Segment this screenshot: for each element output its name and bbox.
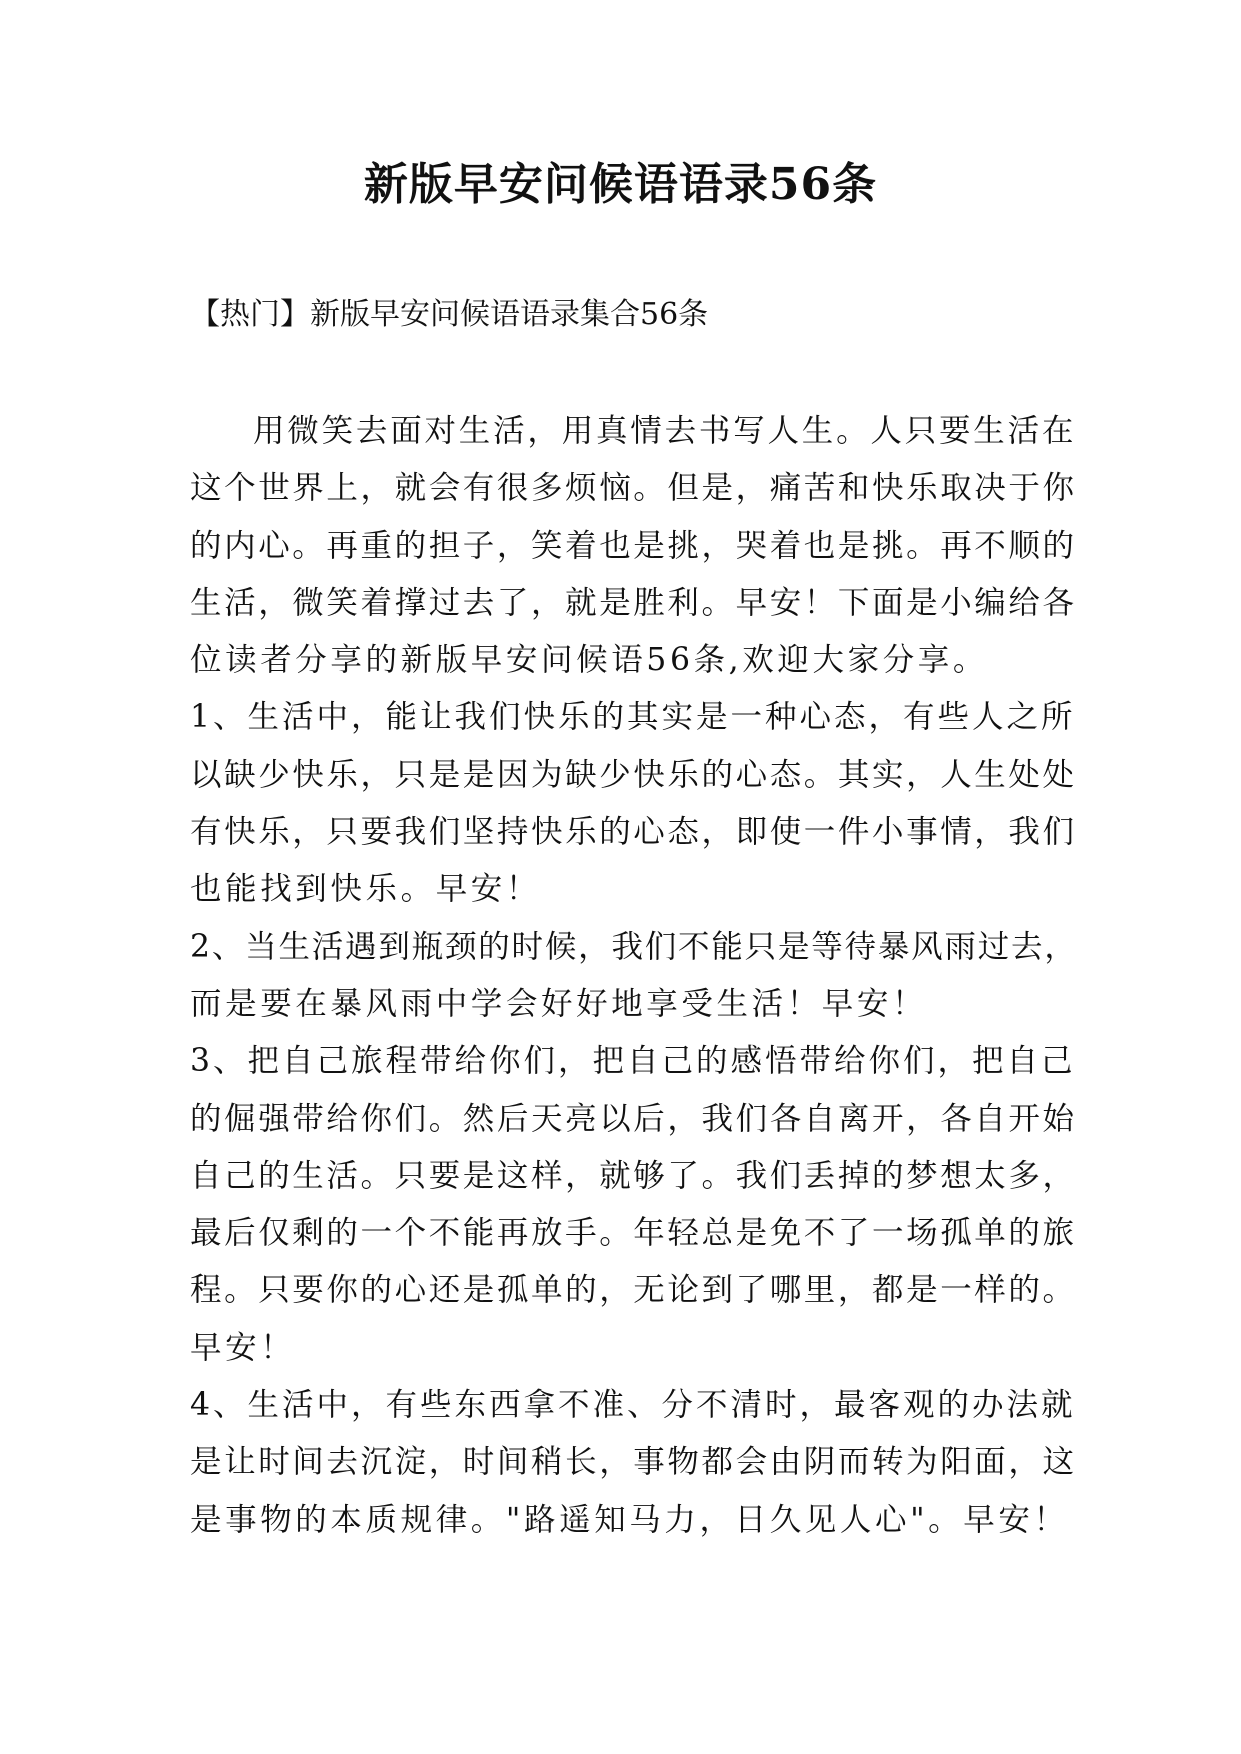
body-line: 早安！ [190, 1329, 296, 1366]
body-line: 的内心。再重的担子，笑着也是挑，哭着也是挑。再不顺的 [190, 527, 1077, 564]
body-line: 位读者分享的新版早安问候语56条,欢迎大家分享。 [190, 642, 988, 679]
body-line: 最后仅剩的一个不能再放手。年轻总是免不了一场孤单的旅 [190, 1215, 1077, 1252]
body-line: 以缺少快乐，只是是因为缺少快乐的心态。其实，人生处处 [190, 756, 1077, 793]
body-line: 这个世界上，就会有很多烦恼。但是，痛苦和快乐取决于你 [190, 470, 1077, 507]
body-line: 程。只要你的心还是孤单的，无论到了哪里，都是一样的。 [190, 1272, 1077, 1309]
body-line: 3、把自己旅程带给你们，把自己的感悟带给你们，把自己 [190, 1043, 1076, 1080]
body-line: 的倔强带给你们。然后天亮以后，我们各自离开，各自开始 [190, 1100, 1077, 1137]
body-line: 2、当生活遇到瓶颈的时候，我们不能只是等待暴风雨过去， [190, 928, 1078, 965]
body-line: 是事物的本质规律。"路遥知马力，日久见人心"。早安！ [190, 1501, 1069, 1538]
body-line: 而是要在暴风雨中学会好好地享受生活！早安！ [190, 985, 928, 1022]
body-line: 是让时间去沉淀，时间稍长，事物都会由阴而转为阳面，这 [190, 1444, 1077, 1481]
document-body [190, 403, 1080, 1549]
body-line: 自己的生活。只要是这样，就够了。我们丢掉的梦想太多， [190, 1157, 1077, 1194]
body-line: 有快乐，只要我们坚持快乐的心态，即使一件小事情，我们 [190, 814, 1077, 851]
body-line: 也能找到快乐。早安！ [190, 871, 542, 908]
body-line: 1、生活中，能让我们快乐的其实是一种心态，有些人之所 [190, 699, 1076, 736]
body-line: 4、生活中，有些东西拿不准、分不清时，最客观的办法就 [190, 1387, 1076, 1424]
page-title: 新版早安问候语语录56条 [363, 159, 878, 210]
body-line: 生活，微笑着撑过去了，就是胜利。早安！下面是小编给各 [190, 584, 1077, 621]
document-subtitle: 【热门】新版早安问候语语录集合56条 [190, 297, 709, 332]
body-line: 用微笑去面对生活，用真情去书写人生。人只要生活在 [253, 413, 1077, 449]
